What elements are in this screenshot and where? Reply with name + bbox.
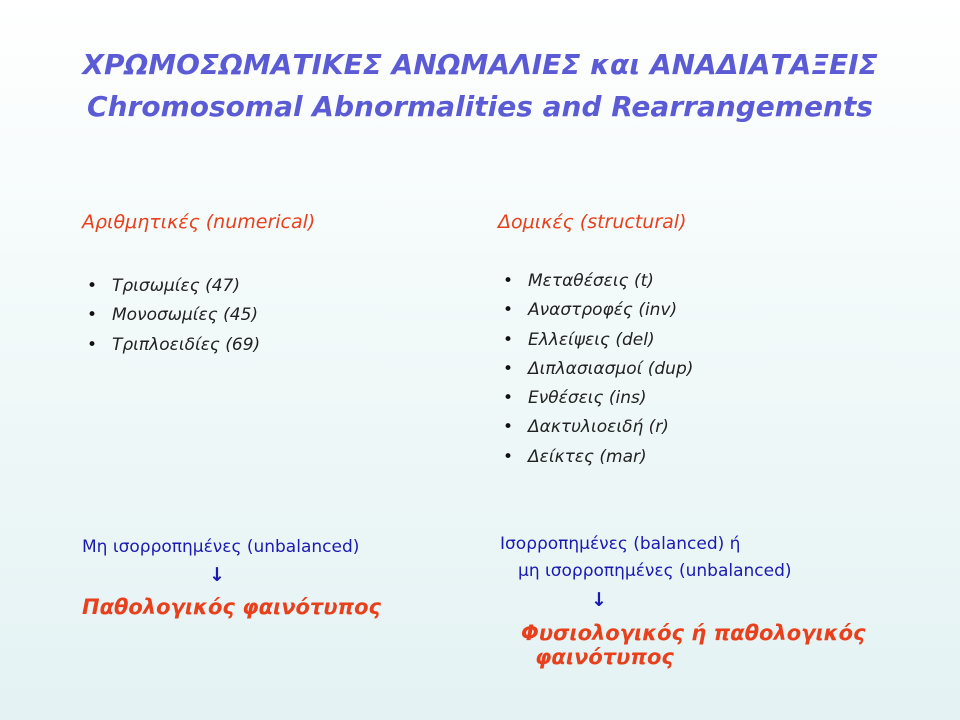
list-item-insertion: • Ενθέσεις (ins)	[498, 384, 693, 413]
down-arrow-icon: ↓	[591, 589, 607, 611]
list-item-ring: • Δακτυλιοειδή (r)	[498, 413, 693, 442]
list-item-inversion: • Αναστροφές (inv)	[498, 296, 693, 325]
list-item-translocation: • Μεταθέσεις (t)	[498, 267, 693, 296]
page-title-english: Chromosomal Abnormalities and Rearrangements	[87, 90, 873, 123]
numerical-list	[82, 272, 260, 360]
list-item-monosomy: • Μονοσωμίες (45)	[82, 301, 260, 330]
list-item-triploidy: • Τριπλοειδίες (69)	[82, 331, 260, 360]
structural-balance-line2: μη ισορροπημένες (unbalanced)	[518, 561, 792, 581]
numerical-balance-text: Μη ισορροπημένες (unbalanced)	[82, 537, 360, 557]
structural-balance-line1: Ισορροπημένες (balanced) ή	[500, 534, 741, 554]
page-title-greek: ΧΡΩΜΟΣΩΜΑΤΙΚΕΣ ΑΝΩΜΑΛΙΕΣ και ΑΝΑΔΙΑΤΑΞΕΙΣ	[82, 48, 878, 81]
list-item-deletion: • Ελλείψεις (del)	[498, 326, 693, 355]
down-arrow-icon: ↓	[209, 564, 225, 586]
structural-phenotype-line2: φαινότυπος	[535, 645, 674, 669]
structural-list	[498, 267, 693, 472]
structural-heading: Δομικές (structural)	[498, 211, 687, 233]
list-item-trisomy: • Τρισωμίες (47)	[82, 272, 260, 301]
structural-phenotype-line1: Φυσιολογικός ή παθολογικός	[521, 621, 866, 645]
numerical-phenotype: Παθολογικός φαινότυπος	[82, 595, 382, 619]
list-item-marker: • Δείκτες (mar)	[498, 443, 693, 472]
numerical-heading: Αριθμητικές (numerical)	[82, 211, 316, 233]
list-item-duplication: • Διπλασιασμοί (dup)	[498, 355, 693, 384]
